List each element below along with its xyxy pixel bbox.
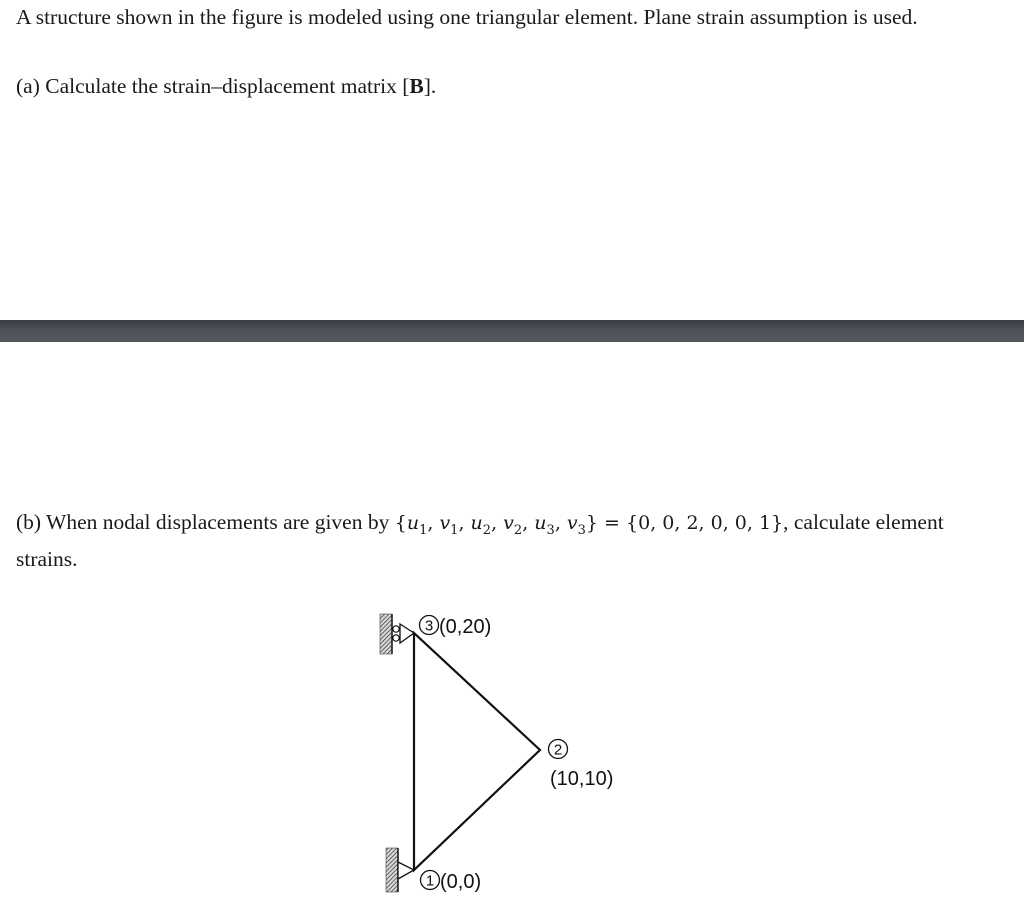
displacement-var-v1: $v_1$ — [439, 512, 459, 538]
node-1-coordinate: (0,0) — [440, 871, 482, 893]
svg-text:3: 3 — [424, 617, 434, 635]
node-3-coordinate: (0,20) — [439, 616, 492, 638]
displacement-vector-close-brace: } — [585, 512, 599, 534]
problem-intro: A structure shown in the figure is modeled using one triangular element. Plane strain assumption is used. — [16, 5, 918, 29]
displacement-var-u1: $u_1$ — [406, 512, 428, 538]
displacement-var-v2: $v_2$ — [503, 512, 523, 538]
part-a-question — [16, 72, 1010, 100]
section-divider — [0, 320, 1024, 342]
node-2-coordinate: (10,10) — [550, 768, 614, 790]
displacement-values: {0, 0, 2, 0, 0, 1} — [626, 512, 784, 534]
triangular-element — [414, 633, 540, 870]
node-1-marker — [421, 871, 440, 890]
part-a-matrix-symbol: B — [409, 74, 424, 98]
equals-sign: = — [598, 512, 627, 534]
top-roller-support — [380, 614, 414, 654]
displacement-var-u2: $u_2$ — [470, 512, 492, 538]
part-a-text-before: (a) Calculate the strain–displacement matrix [ — [16, 74, 410, 98]
displacement-var-u3: $u_3$ — [534, 512, 555, 538]
displacement-var-v3: $v_3$ — [566, 512, 586, 538]
part-b-question: (b) When nodal displacements are given by {$u_1$, $v_1$, $u_2$, $v_2$, $u_3$, $v_3\} = \{0$, 0, 2, 0, 0, 1}, calculate element strains. — [16, 510, 944, 571]
displacement-vector-open-brace: { — [394, 512, 407, 534]
node-2-marker — [549, 740, 568, 759]
svg-text:1: 1 — [425, 872, 435, 890]
triangle-element-figure — [360, 600, 660, 900]
part-b-text-after: , calculate element strains. — [16, 510, 944, 571]
part-a-text-after: ]. — [423, 74, 437, 98]
part-b-text-before: (b) When nodal displacements are given by — [16, 510, 395, 534]
svg-text:2: 2 — [553, 741, 563, 759]
node-3-marker — [420, 616, 439, 635]
bottom-pin-support — [386, 848, 414, 892]
